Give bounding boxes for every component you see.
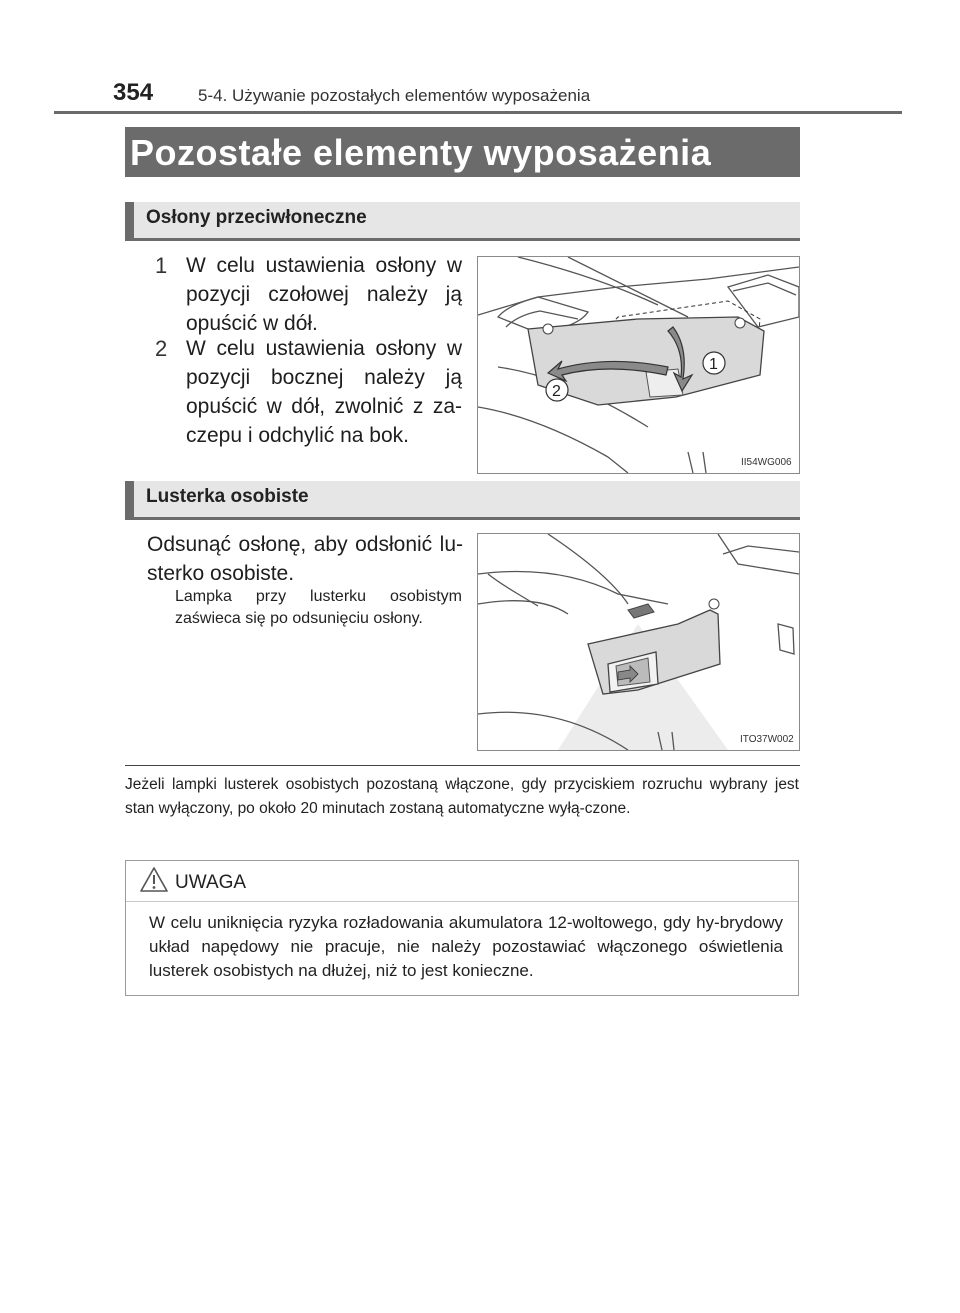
callout-2-label: 2 [552, 383, 561, 400]
section-title: Lusterka osobiste [146, 486, 309, 507]
caution-divider [126, 901, 798, 902]
note-text: Jeżeli lampki lusterek osobistych pozostaną włączone, gdy przyciskiem rozruchu wybrany jest stan wyłączony, po około 20 minutach zostaną automatyczne wyłą-czone. [125, 776, 799, 817]
callout-1-label: 1 [709, 356, 718, 373]
page-number: 354 [113, 79, 154, 106]
caution-text: W celu uniknięcia ryzyka rozładowania akumulatora 12-woltowego, gdy hy-brydowy układ napędowy nie pracuje, nie należy pozostawiać włączonego oświetlenia lusterek osobistych na dłużej, niż to jest konieczne. [149, 913, 783, 980]
running-header: 5-4. Używanie pozostałych elementów wyposażenia [198, 86, 591, 105]
page-title: Pozostałe elementy wyposażenia [130, 132, 712, 173]
section-header-sun-visors [125, 202, 800, 241]
warning-triangle-icon [139, 866, 169, 898]
note-rule [125, 765, 800, 766]
svg-text:1: 1 [155, 253, 168, 278]
figure-code: ITO37W002 [740, 734, 794, 745]
step-2-icon [152, 335, 174, 361]
vanity-mirror-figure [477, 533, 800, 751]
sun-visor-illustration [478, 257, 799, 473]
sun-visor-figure [477, 256, 800, 474]
step-text-1: W celu ustawienia osłony w pozycji czołowej należy ją opuścić w dół. [186, 254, 462, 335]
mirror-instruction: Odsunąć osłonę, aby odsłonić lu-sterko osobiste. [147, 533, 463, 585]
step-1-icon [152, 252, 174, 278]
section-accent [125, 202, 134, 238]
step-text-2: W celu ustawienia osłony w pozycji bocznej należy ją opuścić w dół, zwolnić z za-czepu i odchylić na bok. [186, 337, 462, 447]
step-number-1 [152, 252, 174, 284]
section-header-vanity-mirrors [125, 481, 800, 520]
figure-code: II54WG006 [741, 457, 792, 468]
mirror-subtext: Lampka przy lusterku osobistym zaświeca się po odsunięciu osłony. [175, 588, 462, 627]
step-number-2 [152, 335, 174, 367]
section-accent [125, 481, 134, 517]
svg-text:2: 2 [155, 336, 168, 361]
section-title: Osłony przeciwłoneczne [146, 207, 367, 228]
header-rule [54, 111, 902, 114]
caution-title: UWAGA [175, 872, 247, 893]
vanity-mirror-illustration [478, 534, 799, 750]
